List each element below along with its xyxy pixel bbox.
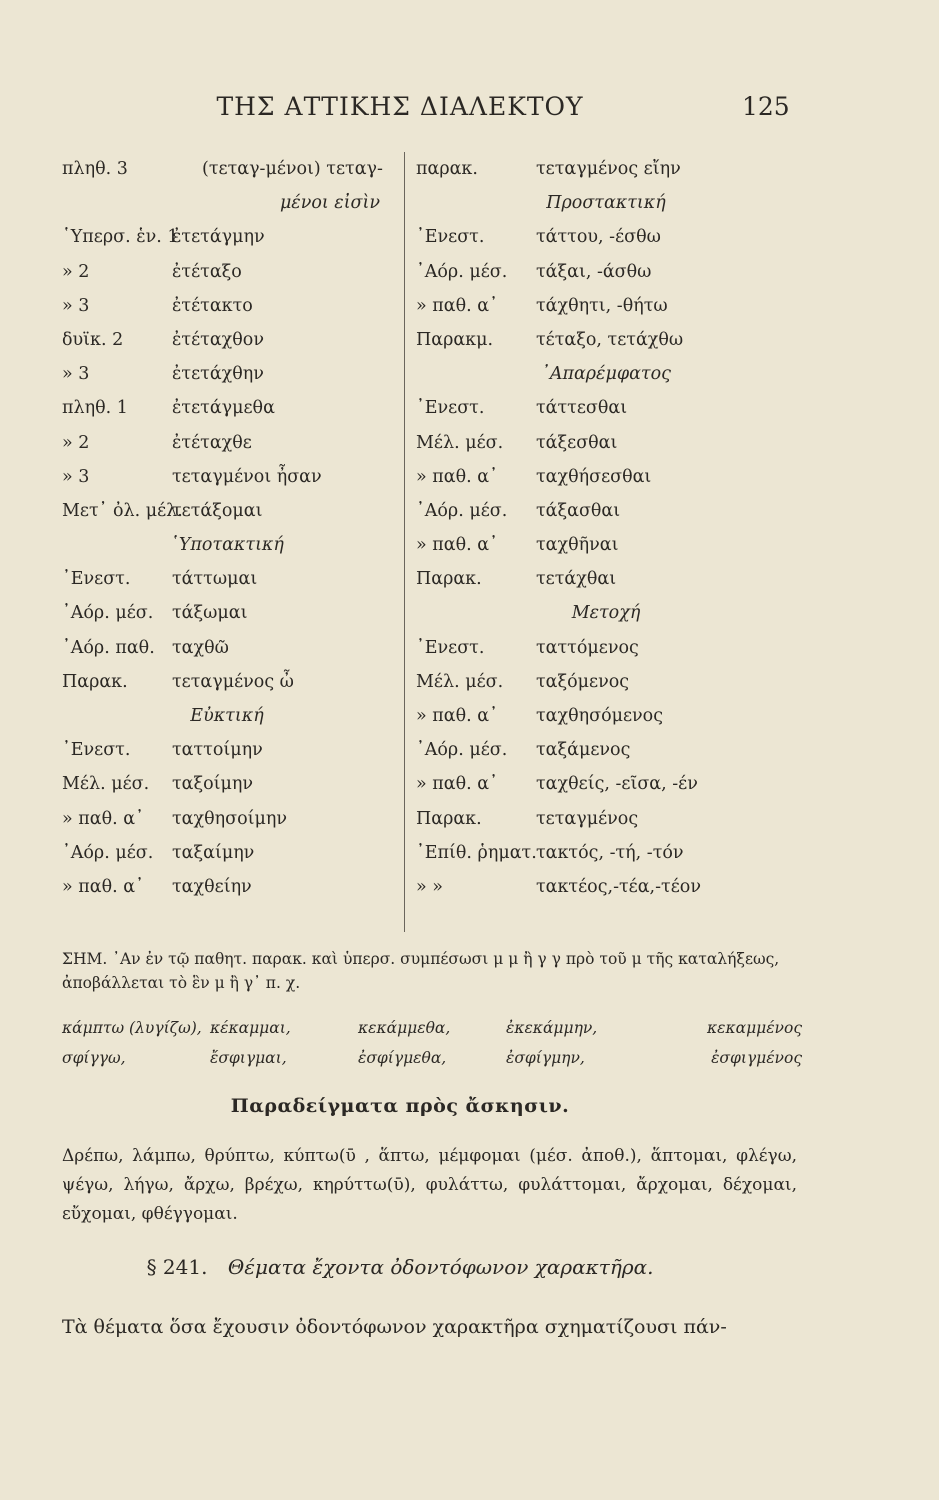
paradigm-row bbox=[416, 733, 796, 767]
paradigm-form: τετάξομαι bbox=[172, 500, 263, 521]
paradigm-label: ᾽Ενεστ. bbox=[62, 740, 131, 761]
paradigm-label: » 2 bbox=[62, 432, 90, 453]
paradigm-label: Παρακ. bbox=[416, 569, 482, 590]
paradigm-form: ἐτέταχθε bbox=[172, 432, 252, 453]
paradigm-row bbox=[416, 391, 796, 425]
paradigm-form: ταττόμενος bbox=[536, 637, 639, 658]
paradigm-row bbox=[416, 767, 796, 801]
paradigm-label: Μέλ. μέσ. bbox=[416, 671, 504, 692]
paradigm-row bbox=[62, 460, 392, 494]
paradigm-label: ᾽Αόρ. μέσ. bbox=[62, 842, 154, 863]
paradigm-row bbox=[416, 665, 796, 699]
paradigm-row bbox=[416, 699, 796, 733]
paradigm-form: (τεταγ-μένοι) τεταγ- bbox=[202, 159, 383, 179]
paradigm-form: τάττου, -έσθω bbox=[536, 227, 661, 248]
paradigm-form: ταχθήσεσθαι bbox=[536, 466, 652, 487]
paradigm-row bbox=[416, 836, 796, 870]
paradigm-label: πληθ. 3 bbox=[62, 159, 128, 179]
paradigm-label: » παθ. α᾽ bbox=[62, 808, 144, 829]
left-column bbox=[62, 152, 392, 904]
paradigm-form: ἐτέτακτο bbox=[172, 295, 253, 316]
paradigm-label: » παθ. α᾽ bbox=[416, 706, 498, 726]
paradigm-row bbox=[416, 596, 796, 630]
paradigm-row bbox=[416, 494, 796, 528]
paradigm-heading: Εὐκτική bbox=[190, 706, 264, 726]
paradigm-label: » παθ. α᾽ bbox=[416, 774, 498, 795]
note-example-form: κεκάμμεθα, bbox=[358, 1019, 451, 1037]
paradigm-label: ᾽Αόρ. παθ. bbox=[62, 637, 155, 658]
paradigm-row bbox=[62, 391, 392, 425]
paradigm-row bbox=[62, 733, 392, 767]
paradigm-label: » παθ. α᾽ bbox=[62, 876, 144, 897]
paradigm-label: ᾽Επίθ. ῥηματ. bbox=[416, 842, 537, 863]
paradigm-row bbox=[62, 494, 392, 528]
paradigm-form: ἐτετάχθην bbox=[172, 364, 264, 385]
paradigm-row bbox=[416, 460, 796, 494]
paradigm-row bbox=[416, 323, 796, 357]
section-title: Θέματα ἔχοντα ὀδοντόφωνον χαρακτῆρα. bbox=[227, 1255, 654, 1279]
paradigm-row bbox=[416, 186, 796, 220]
paradigm-form: τάξεσθαι bbox=[536, 432, 618, 453]
paradigm-form: μένοι εἰσὶν bbox=[279, 193, 380, 214]
paradigm-label: Παρακ. bbox=[416, 808, 482, 829]
paradigm-label: δυϊκ. 2 bbox=[62, 329, 124, 350]
paradigm-form: τάττωμαι bbox=[172, 569, 258, 590]
section-heading bbox=[0, 1255, 800, 1279]
paradigm-label: » 3 bbox=[62, 364, 90, 385]
paradigm-label: » παθ. α᾽ bbox=[416, 466, 498, 487]
paradigm-label: » παθ. α᾽ bbox=[416, 535, 498, 556]
paradigm-row bbox=[62, 699, 392, 733]
note-example-form: κάμπτω (λυγίζω), bbox=[62, 1019, 202, 1037]
paradigm-label: ᾽Αόρ. μέσ. bbox=[416, 261, 508, 282]
paradigm-label: ᾽Ενεστ. bbox=[416, 398, 485, 419]
paradigm-heading: ᾽Απαρέμφατος bbox=[541, 364, 671, 385]
paradigm-row bbox=[62, 528, 392, 562]
exercise-text: Δρέπω, λάμπω, θρύπτω, κύπτω(ῡ , ἅπτω, μέμφομαι (μέσ. ἀποθ.), ἅπτομαι, φλέγω, ψέγω, λήγω, ἄρχω, βρέχω, κηρύττω(ῡ), φυλάττω, φυλάττομαι, ἄρχομαι, δέχομαι, εὔχομαι, φθέγγομαι. bbox=[62, 1146, 797, 1224]
paradigm-label: » παθ. α᾽ bbox=[416, 295, 498, 316]
paradigm-row bbox=[62, 802, 392, 836]
paradigm-row bbox=[416, 562, 796, 596]
paradigm-label: Παρακμ. bbox=[416, 329, 494, 350]
paradigm-form: ἐτέταχθον bbox=[172, 329, 264, 350]
paradigm-form: ἐτετάγμεθα bbox=[172, 398, 275, 419]
paradigm-label: ᾽Ενεστ. bbox=[416, 637, 485, 658]
paradigm-heading: Μετοχή bbox=[571, 603, 641, 624]
exercise-heading: Παραδείγματα πρὸς ἄσκησιν. bbox=[230, 1095, 570, 1117]
paradigm-row bbox=[416, 255, 796, 289]
paradigm-form: τακτέος,-τέα,-τέον bbox=[536, 876, 701, 897]
paradigm-label: Μέλ. μέσ. bbox=[416, 432, 504, 453]
note-example-form: κέκαμμαι, bbox=[210, 1019, 291, 1037]
note-example-form: ἐκεκάμμην, bbox=[506, 1019, 598, 1037]
paradigm-row bbox=[62, 357, 392, 391]
paradigm-row bbox=[416, 802, 796, 836]
paradigm-row bbox=[62, 186, 392, 220]
paradigm-form: τάξωμαι bbox=[172, 603, 248, 624]
paradigm-form: ταχθείην bbox=[172, 876, 252, 897]
paradigm-label: » » bbox=[416, 876, 443, 897]
paradigm-form: τάττεσθαι bbox=[536, 398, 628, 419]
paradigm-label: ᾽Αόρ. μέσ. bbox=[416, 500, 508, 521]
note-example-form: κεκαμμένος bbox=[706, 1019, 802, 1037]
paradigm-form: τακτός, -τή, -τόν bbox=[536, 842, 684, 863]
paradigm-form: τεταγμένος ὦ bbox=[172, 671, 294, 692]
paradigm-heading: Προστακτική bbox=[546, 193, 666, 214]
paradigm-row bbox=[62, 562, 392, 596]
paradigm-form: τάχθητι, -θήτω bbox=[536, 295, 668, 316]
paradigm-form: τεταγμένοι ἦσαν bbox=[172, 466, 322, 487]
note-paragraph: ΣΗΜ. ᾽Αν ἐν τῷ παθητ. παρακ. καὶ ὑπερσ. συμπέσωσι μ μ ἢ γ γ πρὸ τοῦ μ τῆς καταλήξεως, ἀποβάλλεται τὸ ἓν μ ἢ γ᾽ π. χ. bbox=[62, 950, 780, 992]
paradigm-form: ταχθείς, -εῖσα, -έν bbox=[536, 774, 698, 795]
paradigm-row bbox=[62, 767, 392, 801]
note-example-form: ἐσφίγμην, bbox=[506, 1049, 585, 1067]
paradigm-row bbox=[62, 220, 392, 254]
paradigm-row bbox=[62, 323, 392, 357]
note-example-row bbox=[62, 1013, 802, 1043]
paradigm-label: Παρακ. bbox=[62, 671, 128, 692]
paradigm-form: ταχθῶ bbox=[172, 637, 229, 658]
paradigm-form: τάξασθαι bbox=[536, 500, 621, 521]
paradigm-form: ταξάμενος bbox=[536, 740, 631, 761]
paradigm-form: ταξαίμην bbox=[172, 842, 255, 863]
paradigm-label: πληθ. 1 bbox=[62, 398, 128, 419]
section-number: § 241. bbox=[146, 1255, 208, 1279]
paradigm-row bbox=[416, 220, 796, 254]
paradigm-row bbox=[416, 289, 796, 323]
paradigm-row bbox=[62, 426, 392, 460]
paradigm-label: » 3 bbox=[62, 295, 90, 316]
paradigm-form: ταξόμενος bbox=[536, 671, 630, 692]
note-example-row bbox=[62, 1043, 802, 1073]
paradigm-row bbox=[416, 426, 796, 460]
paradigm-row bbox=[62, 665, 392, 699]
paradigm-form: τάξαι, -άσθω bbox=[536, 261, 652, 282]
note-example-form: ἐσφιγμένος bbox=[711, 1049, 802, 1067]
body-text: Τὰ θέματα ὅσα ἔχουσιν ὀδοντόφωνον χαρακτῆρα σχηματίζουσι πάν- bbox=[62, 1316, 727, 1338]
paradigm-label: ῾Υπερσ. ἑν. 1 bbox=[62, 227, 179, 248]
paradigm-row bbox=[62, 289, 392, 323]
page-number: 125 bbox=[742, 92, 790, 121]
note-example-form: σφίγγω, bbox=[62, 1049, 126, 1067]
paradigm-form: τετάχθαι bbox=[536, 569, 617, 590]
paradigm-label: ᾽Ενεστ. bbox=[62, 569, 131, 590]
paradigm-row bbox=[416, 870, 796, 904]
paradigm-label: Μετ᾽ ὀλ. μέλ. bbox=[62, 500, 183, 521]
paradigm-form: τέταξο, τετάχθω bbox=[536, 329, 684, 350]
right-column bbox=[416, 152, 796, 904]
paradigm-row bbox=[416, 631, 796, 665]
paradigm-label: ᾽Αόρ. μέσ. bbox=[62, 603, 154, 624]
paradigm-row bbox=[416, 357, 796, 391]
paradigm-row bbox=[62, 596, 392, 630]
paradigm-form: ἐτετάγμην bbox=[172, 227, 265, 248]
paradigm-form: ταχθησοίμην bbox=[172, 808, 287, 829]
paradigm-label: ᾽Ενεστ. bbox=[416, 227, 485, 248]
note-examples bbox=[62, 1013, 802, 1073]
paradigm-label: » 2 bbox=[62, 261, 90, 282]
paradigm-row bbox=[62, 631, 392, 665]
paradigm-heading: ῾Υποτακτική bbox=[170, 535, 284, 556]
paradigm-row bbox=[62, 255, 392, 289]
paradigm-label: παρακ. bbox=[416, 159, 478, 179]
paradigm-form: ταξοίμην bbox=[172, 774, 254, 795]
paradigm-label: Μέλ. μέσ. bbox=[62, 774, 150, 795]
paradigm-row bbox=[416, 152, 796, 186]
paradigm-form: τεταγμένος bbox=[536, 808, 639, 829]
paradigm-row bbox=[62, 152, 392, 186]
paradigm-form: τεταγμένος εἴην bbox=[536, 159, 681, 179]
paradigm-form: ταχθησόμενος bbox=[536, 706, 664, 726]
paradigm-form: ταττοίμην bbox=[172, 740, 263, 761]
running-header: ΤΗΣ ΑΤΤΙΚΗΣ ΔΙΑΛΕΚΤΟΥ bbox=[216, 92, 584, 121]
note-example-form: ἔσφιγμαι, bbox=[210, 1049, 287, 1067]
paradigm-label: » 3 bbox=[62, 466, 90, 487]
paradigm-row bbox=[62, 836, 392, 870]
note-example-form: ἐσφίγμεθα, bbox=[358, 1049, 447, 1067]
paradigm-row bbox=[62, 870, 392, 904]
paradigm-form: ἐτέταξο bbox=[172, 261, 242, 282]
column-divider bbox=[404, 152, 405, 932]
paradigm-row bbox=[416, 528, 796, 562]
paradigm-label: ᾽Αόρ. μέσ. bbox=[416, 740, 508, 761]
paradigm-form: ταχθῆναι bbox=[536, 535, 619, 556]
